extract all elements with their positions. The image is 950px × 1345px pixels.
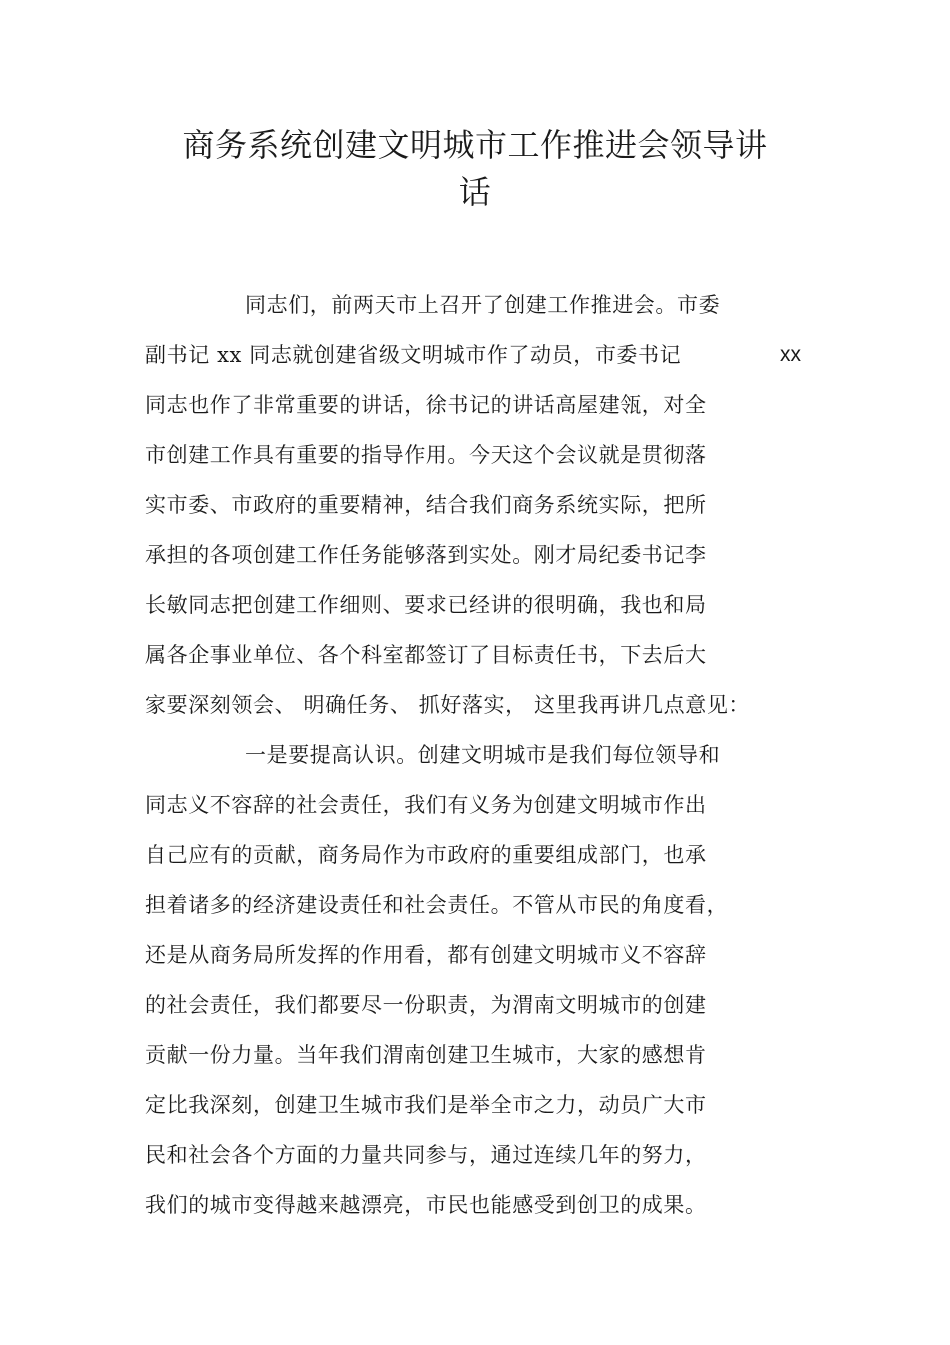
paragraph-1-line-1: 同志们，前两天市上召开了创建工作推进会。市委 <box>245 293 721 317</box>
document-title-line-2: 话 <box>458 173 492 211</box>
paragraph-1-line-8: 属各企事业单位、各个科室都签订了目标责任书，下去后大 <box>145 643 707 667</box>
paragraph-2-line-1: 一是要提高认识。创建文明城市是我们每位领导和 <box>245 743 721 767</box>
paragraph-2-line-2: 同志义不容辞的社会责任，我们有义务为创建文明城市作出 <box>145 793 707 817</box>
paragraph-2-line-7: 贡献一份力量。当年我们渭南创建卫生城市，大家的感想肯 <box>145 1043 707 1067</box>
paragraph-2-line-3: 自己应有的贡献，商务局作为市政府的重要组成部门，也承 <box>145 843 707 867</box>
paragraph-2-line-5: 还是从商务局所发挥的作用看，都有创建文明城市义不容辞 <box>145 943 707 967</box>
paragraph-1-line-7: 长敏同志把创建工作细则、要求已经讲的很明确，我也和局 <box>145 593 707 617</box>
paragraph-1-line-9: 家要深刻领会、 明确任务、 抓好落实， 这里我再讲几点意见： <box>145 693 751 717</box>
document-title-line-1: 商务系统创建文明城市工作推进会领导讲 <box>182 126 768 164</box>
paragraph-1-line-2-tail: xx <box>780 343 801 366</box>
paragraph-2-line-8: 定比我深刻，创建卫生城市我们是举全市之力，动员广大市 <box>145 1093 707 1117</box>
paragraph-1-line-6: 承担的各项创建工作任务能够落到实处。刚才局纪委书记李 <box>145 543 707 567</box>
paragraph-1-line-5: 实市委、市政府的重要精神，结合我们商务系统实际，把所 <box>145 493 707 517</box>
paragraph-2-line-4: 担着诸多的经济建设责任和社会责任。不管从市民的角度看， <box>145 893 729 917</box>
paragraph-1-line-2: 副书记 xx 同志就创建省级文明城市作了动员，市委书记 <box>145 343 682 367</box>
paragraph-1-line-3: 同志也作了非常重要的讲话，徐书记的讲话高屋建瓴，对全 <box>145 393 707 417</box>
paragraph-2-line-10: 我们的城市变得越来越漂亮，市民也能感受到创卫的成果。 <box>145 1193 707 1217</box>
paragraph-2-line-9: 民和社会各个方面的力量共同参与，通过连续几年的努力， <box>145 1143 707 1167</box>
paragraph-2-line-6: 的社会责任，我们都要尽一份职责，为渭南文明城市的创建 <box>145 993 707 1017</box>
paragraph-1-line-4: 市创建工作具有重要的指导作用。今天这个会议就是贯彻落 <box>145 443 707 467</box>
